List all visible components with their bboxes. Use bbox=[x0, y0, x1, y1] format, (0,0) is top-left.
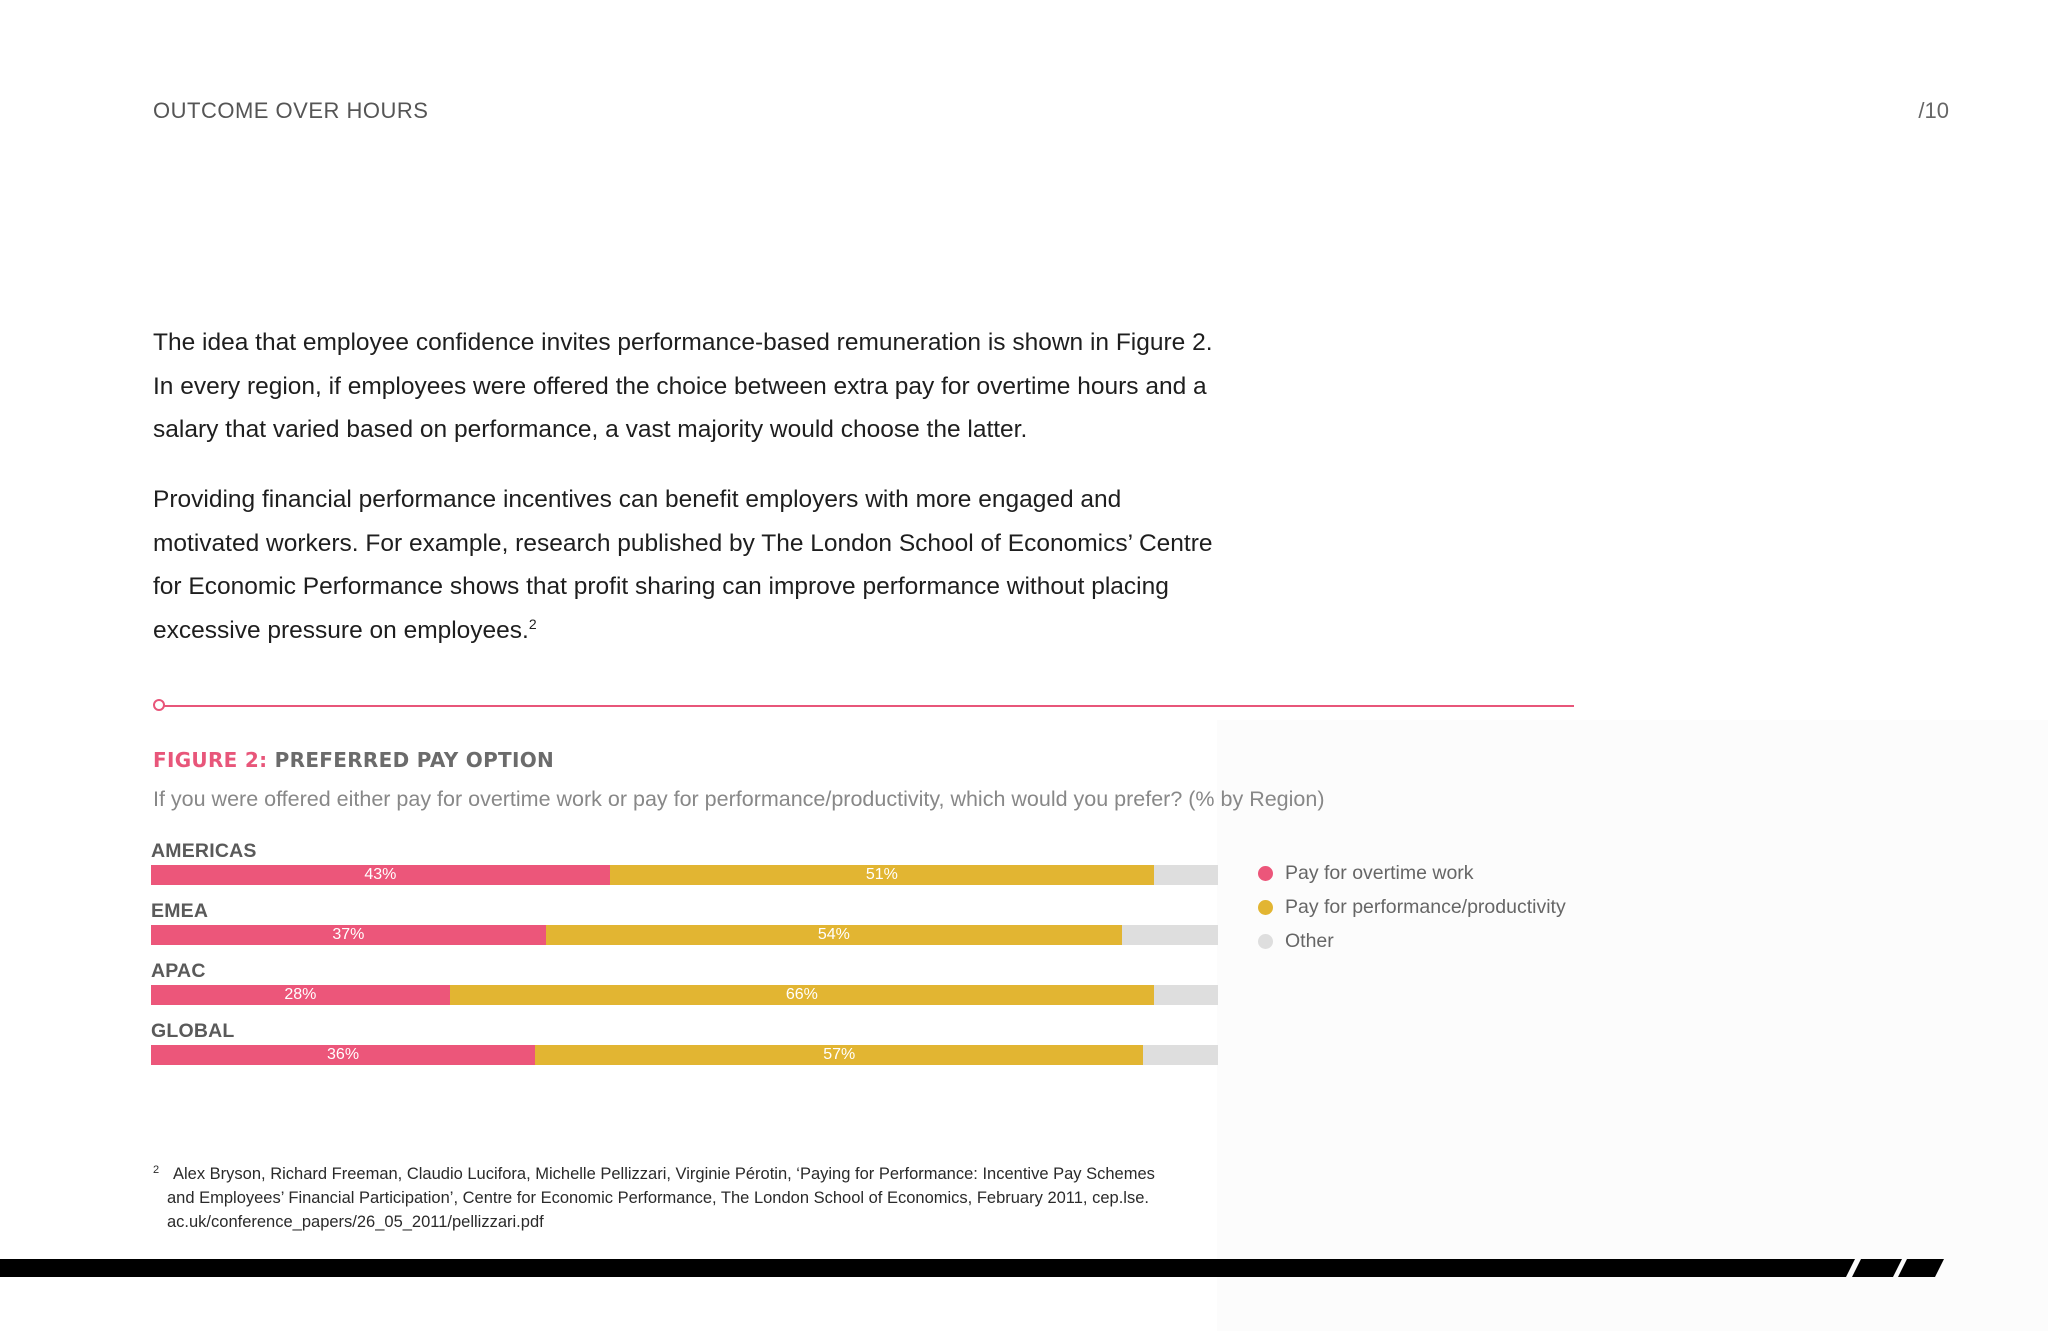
legend-swatch bbox=[1258, 900, 1273, 915]
data-label: 37% bbox=[332, 926, 365, 943]
bar-apac-other bbox=[1154, 985, 1218, 1005]
bar-emea-pay-for-performance-productivity bbox=[546, 925, 1122, 945]
footnote-text bbox=[153, 1162, 1193, 1234]
data-label: 36% bbox=[327, 1046, 360, 1063]
section-title: OUTCOME OVER HOURS bbox=[153, 98, 429, 123]
bar-emea-pay-for-overtime-work bbox=[151, 925, 546, 945]
footnote-line-1: Alex Bryson, Richard Freeman, Claudio Lucifora, Michelle Pellizzari, Virginie Pérotin, ‘Paying for Performance: Incentive Pay Schemes bbox=[173, 1165, 1155, 1183]
region-label-emea: EMEA bbox=[151, 900, 209, 922]
bar-americas-other bbox=[1154, 865, 1218, 885]
bar-global-other bbox=[1143, 1045, 1218, 1065]
data-label: 51% bbox=[865, 866, 898, 883]
bar-americas-pay-for-overtime-work bbox=[151, 865, 610, 885]
chart-legend bbox=[1258, 856, 1566, 958]
figure-name: PREFERRED PAY OPTION bbox=[274, 748, 555, 772]
figure-label: FIGURE 2: bbox=[153, 748, 268, 772]
paragraph-2 bbox=[153, 478, 1233, 652]
figure-subtitle: If you were offered either pay for overtime work or pay for performance/productivity, which would you prefer? (% by Region) bbox=[153, 787, 1325, 811]
legend-label: Pay for overtime work bbox=[1285, 861, 1474, 884]
data-label: 66% bbox=[785, 986, 818, 1003]
data-label: 54% bbox=[817, 926, 850, 943]
figure-background-panel bbox=[1217, 720, 2048, 1331]
paragraph-1: The idea that employee confidence invites performance-based remuneration is shown in Figure 2. In every region, if employees were offered the choice between extra pay for overtime hours and a salary that varied based on performance, a vast majority would choose the latter. bbox=[153, 329, 1213, 443]
bar-global-pay-for-overtime-work bbox=[151, 1045, 535, 1065]
bar-apac-pay-for-overtime-work bbox=[151, 985, 450, 1005]
footnote-reference[interactable]: 2 bbox=[528, 615, 537, 632]
paragraph-2-text: Providing financial performance incentives can benefit employers with more engaged and motivated workers. For example, research published by The London School of Economics’ Centre for Economic Performance shows that profit sharing can improve performance without placing excessive pressure on employees. bbox=[153, 486, 1213, 644]
footer-stripe bbox=[0, 1259, 2048, 1277]
legend-label: Other bbox=[1285, 929, 1334, 952]
page-number: /10 bbox=[1918, 98, 1949, 123]
footer-stripe-segment-1 bbox=[1852, 1259, 1902, 1277]
footnote-line-3: ac.uk/conference_papers/26_05_2011/pellizzari.pdf bbox=[167, 1213, 544, 1231]
data-label: 28% bbox=[284, 986, 317, 1003]
legend-item bbox=[1258, 924, 1566, 958]
legend-item bbox=[1258, 856, 1566, 890]
bar-emea-other bbox=[1122, 925, 1218, 945]
region-label-americas: AMERICAS bbox=[151, 840, 257, 862]
bar-apac-pay-for-performance-productivity bbox=[450, 985, 1154, 1005]
region-label-apac: APAC bbox=[151, 960, 206, 982]
footer-stripe-segment-2 bbox=[1898, 1259, 1944, 1277]
data-label: 57% bbox=[823, 1046, 856, 1063]
figure-divider-dot bbox=[153, 699, 165, 711]
legend-swatch bbox=[1258, 934, 1273, 949]
data-label: 43% bbox=[364, 866, 397, 883]
footer-stripe-main bbox=[0, 1259, 1855, 1277]
bar-global-pay-for-performance-productivity bbox=[535, 1045, 1143, 1065]
legend-swatch bbox=[1258, 866, 1273, 881]
legend-label: Pay for performance/productivity bbox=[1285, 895, 1566, 918]
region-label-global: GLOBAL bbox=[151, 1020, 235, 1042]
figure-divider-line bbox=[160, 705, 1574, 707]
footnote-line-2: and Employees’ Financial Participation’, Centre for Economic Performance, The London School of Economics, February 2011, cep.lse. bbox=[167, 1189, 1149, 1207]
footnote bbox=[153, 1162, 1193, 1234]
figure-title bbox=[153, 748, 554, 772]
footnote-number: 2 bbox=[153, 1164, 160, 1176]
bar-americas-pay-for-performance-productivity bbox=[610, 865, 1154, 885]
legend-item bbox=[1258, 890, 1566, 924]
